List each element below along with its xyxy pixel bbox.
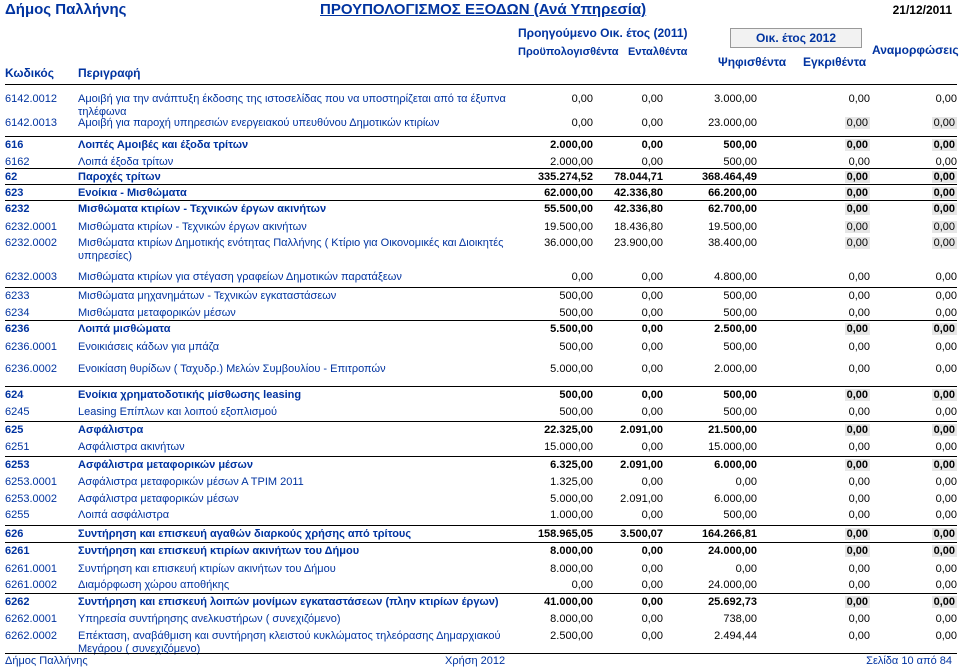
row-ordered: 42.336,80 bbox=[614, 187, 663, 199]
row-ordered: 0,00 bbox=[641, 341, 663, 353]
row-reforecast: 0,00 bbox=[935, 93, 957, 105]
row-budgeted: 55.500,00 bbox=[544, 203, 593, 215]
row-approved: 0,00 bbox=[848, 563, 870, 575]
row-budgeted: 2.000,00 bbox=[550, 156, 593, 168]
row-description: Ενοικιάσεις κάδων για μπάζα bbox=[78, 341, 220, 353]
row-reforecast: 0,00 bbox=[935, 630, 957, 642]
row-rule bbox=[5, 386, 957, 387]
col-budgeted-header: Προϋπολογισθέντα bbox=[518, 46, 619, 58]
row-description: Αμοιβή για παροχή υπηρεσιών ενεργειακού υπευθύνου Δημοτικών κτιρίων bbox=[78, 117, 440, 129]
row-voted: 6.000,00 bbox=[714, 459, 757, 471]
row-code: 6261.0002 bbox=[5, 579, 57, 591]
cur-year-header: Οικ. έτος 2012 bbox=[730, 28, 862, 48]
row-code: 625 bbox=[5, 424, 24, 436]
row-ordered: 0,00 bbox=[641, 156, 663, 168]
row-description: Μισθώματα κτιρίων - Τεχνικών έργων ακινήτων bbox=[78, 203, 327, 215]
row-approved: 0,00 bbox=[846, 203, 868, 215]
row-approved: 0,00 bbox=[848, 509, 870, 521]
row-budgeted: 158.965,05 bbox=[537, 528, 593, 540]
row-approved: 0,00 bbox=[848, 441, 870, 453]
row-code: 6234 bbox=[5, 307, 30, 319]
row-rule bbox=[5, 456, 957, 457]
row-voted: 23.000,00 bbox=[708, 117, 757, 129]
row-reforecast: 0,00 bbox=[933, 596, 955, 608]
row-ordered: 0,00 bbox=[641, 579, 663, 591]
row-voted: 38.400,00 bbox=[708, 237, 757, 249]
row-budgeted: 15.000,00 bbox=[544, 441, 593, 453]
row-description: Παροχές τρίτων bbox=[78, 171, 161, 183]
row-code: 6253 bbox=[5, 459, 30, 471]
row-description: Επέκταση, αναβάθμιση και συντήρηση κλειστού κυκλώματος τηλεόρασης Δημαρχιακού Μεγάρου ( συνεχιζόμενο) bbox=[78, 630, 501, 655]
row-budgeted: 62.000,00 bbox=[544, 187, 593, 199]
row-voted: 15.000,00 bbox=[708, 441, 757, 453]
row-code: 626 bbox=[5, 528, 24, 540]
row-reforecast: 0,00 bbox=[933, 187, 955, 199]
row-voted: 368.464,49 bbox=[701, 171, 757, 183]
row-voted: 164.266,81 bbox=[701, 528, 757, 540]
row-ordered: 0,00 bbox=[641, 596, 663, 608]
row-approved: 0,00 bbox=[846, 323, 868, 335]
row-description: Συντήρηση και επισκευή κτιρίων ακινήτων του Δήμου bbox=[78, 563, 336, 575]
row-voted: 62.700,00 bbox=[708, 203, 757, 215]
row-reforecast: 0,00 bbox=[933, 139, 955, 151]
row-reforecast: 0,00 bbox=[933, 545, 955, 557]
row-ordered: 0,00 bbox=[641, 93, 663, 105]
row-ordered: 0,00 bbox=[641, 363, 663, 375]
col-desc-header: Περιγραφή bbox=[78, 66, 141, 80]
row-voted: 500,00 bbox=[723, 389, 757, 401]
row-ordered: 0,00 bbox=[641, 290, 663, 302]
prev-year-header: Προηγούμενο Οικ. έτος (2011) bbox=[518, 26, 688, 40]
row-approved: 0,00 bbox=[848, 493, 870, 505]
row-reforecast: 0,00 bbox=[933, 203, 955, 215]
footer-org: Δήμος Παλλήνης bbox=[5, 655, 88, 667]
row-ordered: 23.900,00 bbox=[614, 237, 663, 249]
row-budgeted: 335.274,52 bbox=[537, 171, 593, 183]
row-approved: 0,00 bbox=[848, 341, 870, 353]
row-approved: 0,00 bbox=[846, 187, 868, 199]
row-ordered: 2.091,00 bbox=[620, 424, 663, 436]
row-voted: 500,00 bbox=[723, 290, 757, 302]
row-approved: 0,00 bbox=[846, 117, 868, 129]
row-voted: 500,00 bbox=[723, 509, 757, 521]
row-ordered: 0,00 bbox=[641, 476, 663, 488]
row-approved: 0,00 bbox=[848, 271, 870, 283]
row-code: 6233 bbox=[5, 290, 30, 302]
row-code: 623 bbox=[5, 187, 24, 199]
row-reforecast: 0,00 bbox=[935, 341, 957, 353]
row-description: Υπηρεσία συντήρησης ανελκυστήρων ( συνεχιζόμενο) bbox=[78, 613, 341, 625]
row-approved: 0,00 bbox=[846, 424, 868, 436]
row-reforecast: 0,00 bbox=[935, 156, 957, 168]
row-ordered: 0,00 bbox=[641, 630, 663, 642]
row-ordered: 0,00 bbox=[641, 307, 663, 319]
row-voted: 4.800,00 bbox=[714, 271, 757, 283]
row-approved: 0,00 bbox=[848, 613, 870, 625]
row-voted: 3.000,00 bbox=[714, 93, 757, 105]
row-rule bbox=[5, 525, 957, 526]
row-ordered: 0,00 bbox=[641, 139, 663, 151]
row-budgeted: 0,00 bbox=[571, 93, 593, 105]
row-ordered: 0,00 bbox=[641, 117, 663, 129]
row-code: 6261 bbox=[5, 545, 30, 557]
row-rule bbox=[5, 320, 957, 321]
row-rule bbox=[5, 593, 957, 594]
row-rule bbox=[5, 200, 957, 201]
row-code: 6255 bbox=[5, 509, 30, 521]
row-budgeted: 6.325,00 bbox=[550, 459, 593, 471]
row-approved: 0,00 bbox=[846, 171, 868, 183]
row-description: Ενοικίαση θυρίδων ( Ταχυδρ.) Μελών Συμβουλίου - Επιτροπών bbox=[78, 363, 386, 375]
row-reforecast: 0,00 bbox=[935, 271, 957, 283]
row-reforecast: 0,00 bbox=[935, 406, 957, 418]
row-reforecast: 0,00 bbox=[935, 493, 957, 505]
row-reforecast: 0,00 bbox=[935, 563, 957, 575]
report-date: 21/12/2011 bbox=[892, 3, 952, 17]
col-approved-header: Εγκριθέντα bbox=[803, 55, 867, 69]
row-reforecast: 0,00 bbox=[935, 476, 957, 488]
row-budgeted: 500,00 bbox=[559, 406, 593, 418]
row-ordered: 0,00 bbox=[641, 563, 663, 575]
row-voted: 2.494,44 bbox=[714, 630, 757, 642]
row-budgeted: 8.000,00 bbox=[550, 613, 593, 625]
row-code: 6262.0002 bbox=[5, 630, 57, 642]
row-reforecast: 0,00 bbox=[935, 579, 957, 591]
row-rule bbox=[5, 542, 957, 543]
row-voted: 25.692,73 bbox=[708, 596, 757, 608]
row-reforecast: 0,00 bbox=[933, 323, 955, 335]
row-ordered: 0,00 bbox=[641, 323, 663, 335]
row-approved: 0,00 bbox=[846, 139, 868, 151]
row-budgeted: 19.500,00 bbox=[544, 221, 593, 233]
row-reforecast: 0,00 bbox=[935, 441, 957, 453]
row-reforecast: 0,00 bbox=[933, 171, 955, 183]
row-approved: 0,00 bbox=[848, 630, 870, 642]
row-rule bbox=[5, 136, 957, 137]
row-code: 6261.0001 bbox=[5, 563, 57, 575]
row-budgeted: 5.500,00 bbox=[550, 323, 593, 335]
row-description: Ενοίκια χρηματοδοτικής μίσθωσης leasing bbox=[78, 389, 302, 401]
row-ordered: 2.091,00 bbox=[620, 493, 663, 505]
row-budgeted: 1.325,00 bbox=[550, 476, 593, 488]
row-description: Ασφάλιστρα μεταφορικών μέσων Α ΤΡΙΜ 2011 bbox=[78, 476, 304, 488]
row-description: Μισθώματα μεταφορικών μέσων bbox=[78, 307, 236, 319]
row-reforecast: 0,00 bbox=[933, 424, 955, 436]
row-ordered: 0,00 bbox=[641, 441, 663, 453]
row-ordered: 0,00 bbox=[641, 509, 663, 521]
row-approved: 0,00 bbox=[846, 237, 868, 249]
row-budgeted: 0,00 bbox=[571, 579, 593, 591]
row-description: Διαμόρφωση χώρου αποθήκης bbox=[78, 579, 230, 591]
row-reforecast: 0,00 bbox=[933, 389, 955, 401]
row-ordered: 0,00 bbox=[641, 406, 663, 418]
row-reforecast: 0,00 bbox=[935, 290, 957, 302]
row-description: Ασφάλιστρα μεταφορικών μέσων bbox=[78, 493, 239, 505]
row-voted: 21.500,00 bbox=[708, 424, 757, 436]
row-budgeted: 8.000,00 bbox=[550, 563, 593, 575]
row-voted: 500,00 bbox=[723, 156, 757, 168]
row-ordered: 0,00 bbox=[641, 271, 663, 283]
row-voted: 6.000,00 bbox=[714, 493, 757, 505]
row-budgeted: 1.000,00 bbox=[550, 509, 593, 521]
row-code: 6232.0003 bbox=[5, 271, 57, 283]
row-code: 6236.0002 bbox=[5, 363, 57, 375]
footer-page: Σελίδα 10 από 84 bbox=[866, 655, 952, 667]
row-approved: 0,00 bbox=[848, 579, 870, 591]
row-code: 6162 bbox=[5, 156, 30, 168]
row-ordered: 0,00 bbox=[641, 613, 663, 625]
row-description: Μισθώματα κτιρίων - Τεχνικών έργων ακινήτων bbox=[78, 221, 307, 233]
row-voted: 2.000,00 bbox=[714, 363, 757, 375]
row-ordered: 3.500,07 bbox=[620, 528, 663, 540]
row-approved: 0,00 bbox=[848, 156, 870, 168]
row-approved: 0,00 bbox=[846, 528, 868, 540]
row-code: 6232.0002 bbox=[5, 237, 57, 249]
row-code: 6142.0012 bbox=[5, 93, 57, 105]
row-approved: 0,00 bbox=[848, 290, 870, 302]
col-ordered-header: Ενταλθέντα bbox=[628, 46, 688, 58]
row-budgeted: 36.000,00 bbox=[544, 237, 593, 249]
row-description: Λοιπά ασφάλιστρα bbox=[78, 509, 170, 521]
row-budgeted: 500,00 bbox=[559, 290, 593, 302]
row-voted: 0,00 bbox=[735, 476, 757, 488]
organization-name: Δήμος Παλλήνης bbox=[5, 1, 127, 18]
row-reforecast: 0,00 bbox=[935, 307, 957, 319]
row-code: 6253.0002 bbox=[5, 493, 57, 505]
row-code: 6236.0001 bbox=[5, 341, 57, 353]
row-voted: 66.200,00 bbox=[708, 187, 757, 199]
row-budgeted: 2.000,00 bbox=[550, 139, 593, 151]
row-voted: 500,00 bbox=[723, 139, 757, 151]
row-description: Αμοιβή για την ανάπτυξη έκδοσης της ιστοσελίδας που να υποστηρίζεται από τα έξυπνα τηλέφωνα bbox=[78, 93, 506, 118]
row-rule bbox=[5, 421, 957, 422]
row-reforecast: 0,00 bbox=[933, 459, 955, 471]
row-code: 616 bbox=[5, 139, 24, 151]
row-code: 6232.0001 bbox=[5, 221, 57, 233]
row-ordered: 2.091,00 bbox=[620, 459, 663, 471]
row-code: 6253.0001 bbox=[5, 476, 57, 488]
row-reforecast: 0,00 bbox=[935, 613, 957, 625]
row-code: 6251 bbox=[5, 441, 30, 453]
row-reforecast: 0,00 bbox=[933, 237, 955, 249]
row-voted: 738,00 bbox=[723, 613, 757, 625]
header-rule bbox=[5, 84, 957, 85]
col-code-header: Κωδικός bbox=[5, 66, 55, 80]
row-code: 62 bbox=[5, 171, 18, 183]
row-code: 624 bbox=[5, 389, 24, 401]
row-rule bbox=[5, 287, 957, 288]
row-description: Λοιπά μισθώματα bbox=[78, 323, 171, 335]
row-description: Μισθώματα κτιρίων Δημοτικής ενότητας Παλλήνης ( Κτίριο για Οικονομικές και Διοικητές υπηρεσίες) bbox=[78, 237, 504, 262]
row-approved: 0,00 bbox=[848, 363, 870, 375]
row-code: 6236 bbox=[5, 323, 30, 335]
row-reforecast: 0,00 bbox=[933, 528, 955, 540]
row-code: 6262 bbox=[5, 596, 30, 608]
footer-year: Χρήση 2012 bbox=[445, 655, 506, 667]
row-description: Ασφάλιστρα bbox=[78, 424, 144, 436]
row-budgeted: 500,00 bbox=[559, 389, 593, 401]
row-description: Leasing Επίπλων και λοιπού εξοπλισμού bbox=[78, 406, 278, 418]
row-budgeted: 5.000,00 bbox=[550, 493, 593, 505]
row-approved: 0,00 bbox=[848, 476, 870, 488]
row-description: Λοιπά έξοδα τρίτων bbox=[78, 156, 174, 168]
footer-rule bbox=[5, 653, 957, 654]
row-reforecast: 0,00 bbox=[935, 509, 957, 521]
row-voted: 24.000,00 bbox=[708, 579, 757, 591]
row-ordered: 78.044,71 bbox=[614, 171, 663, 183]
row-description: Ενοίκια - Μισθώματα bbox=[78, 187, 187, 199]
row-approved: 0,00 bbox=[846, 389, 868, 401]
row-approved: 0,00 bbox=[846, 459, 868, 471]
row-description: Συντήρηση και επισκευή κτιρίων ακινήτων του Δήμου bbox=[78, 545, 360, 557]
row-reforecast: 0,00 bbox=[933, 117, 955, 129]
row-ordered: 42.336,80 bbox=[614, 203, 663, 215]
row-description: Συντήρηση και επισκευή αγαθών διαρκούς χρήσης από τρίτους bbox=[78, 528, 412, 540]
row-approved: 0,00 bbox=[846, 545, 868, 557]
row-code: 6245 bbox=[5, 406, 30, 418]
report-title: ΠΡΟΥΠΟΛΟΓΙΣΜΟΣ ΕΞΟΔΩΝ (Ανά Υπηρεσία) bbox=[320, 1, 647, 18]
row-budgeted: 41.000,00 bbox=[544, 596, 593, 608]
row-budgeted: 500,00 bbox=[559, 307, 593, 319]
col-reforecast-header: Αναμορφώσεις bbox=[872, 43, 959, 57]
row-approved: 0,00 bbox=[848, 93, 870, 105]
row-voted: 0,00 bbox=[735, 563, 757, 575]
row-ordered: 0,00 bbox=[641, 545, 663, 557]
row-budgeted: 0,00 bbox=[571, 117, 593, 129]
row-budgeted: 2.500,00 bbox=[550, 630, 593, 642]
row-description: Συντήρηση και επισκευή λοιπών μονίμων εγκαταστάσεων (πλην κτιρίων έργων) bbox=[78, 596, 499, 608]
row-budgeted: 0,00 bbox=[571, 271, 593, 283]
row-description: Μισθώματα μηχανημάτων - Τεχνικών εγκαταστάσεων bbox=[78, 290, 337, 302]
row-voted: 24.000,00 bbox=[708, 545, 757, 557]
row-ordered: 18.436,80 bbox=[614, 221, 663, 233]
row-description: Ασφάλιστρα ακινήτων bbox=[78, 441, 185, 453]
row-ordered: 0,00 bbox=[641, 389, 663, 401]
row-code: 6262.0001 bbox=[5, 613, 57, 625]
row-voted: 2.500,00 bbox=[714, 323, 757, 335]
row-code: 6232 bbox=[5, 203, 30, 215]
row-approved: 0,00 bbox=[846, 596, 868, 608]
row-reforecast: 0,00 bbox=[933, 221, 955, 233]
row-voted: 500,00 bbox=[723, 406, 757, 418]
row-budgeted: 5.000,00 bbox=[550, 363, 593, 375]
row-rule bbox=[5, 168, 957, 169]
row-approved: 0,00 bbox=[846, 221, 868, 233]
row-budgeted: 22.325,00 bbox=[544, 424, 593, 436]
row-budgeted: 500,00 bbox=[559, 341, 593, 353]
row-approved: 0,00 bbox=[848, 406, 870, 418]
row-rule bbox=[5, 184, 957, 185]
row-description: Λοιπές Αμοιβές και έξοδα τρίτων bbox=[78, 139, 249, 151]
row-budgeted: 8.000,00 bbox=[550, 545, 593, 557]
row-voted: 500,00 bbox=[723, 307, 757, 319]
row-reforecast: 0,00 bbox=[935, 363, 957, 375]
row-voted: 500,00 bbox=[723, 341, 757, 353]
row-code: 6142.0013 bbox=[5, 117, 57, 129]
row-description: Ασφάλιστρα μεταφορικών μέσων bbox=[78, 459, 253, 471]
row-approved: 0,00 bbox=[848, 307, 870, 319]
row-description: Μισθώματα κτιρίων για στέγαση γραφείων Δημοτικών παρατάξεων bbox=[78, 271, 402, 283]
col-voted-header: Ψηφισθέντα bbox=[718, 55, 787, 69]
row-voted: 19.500,00 bbox=[708, 221, 757, 233]
